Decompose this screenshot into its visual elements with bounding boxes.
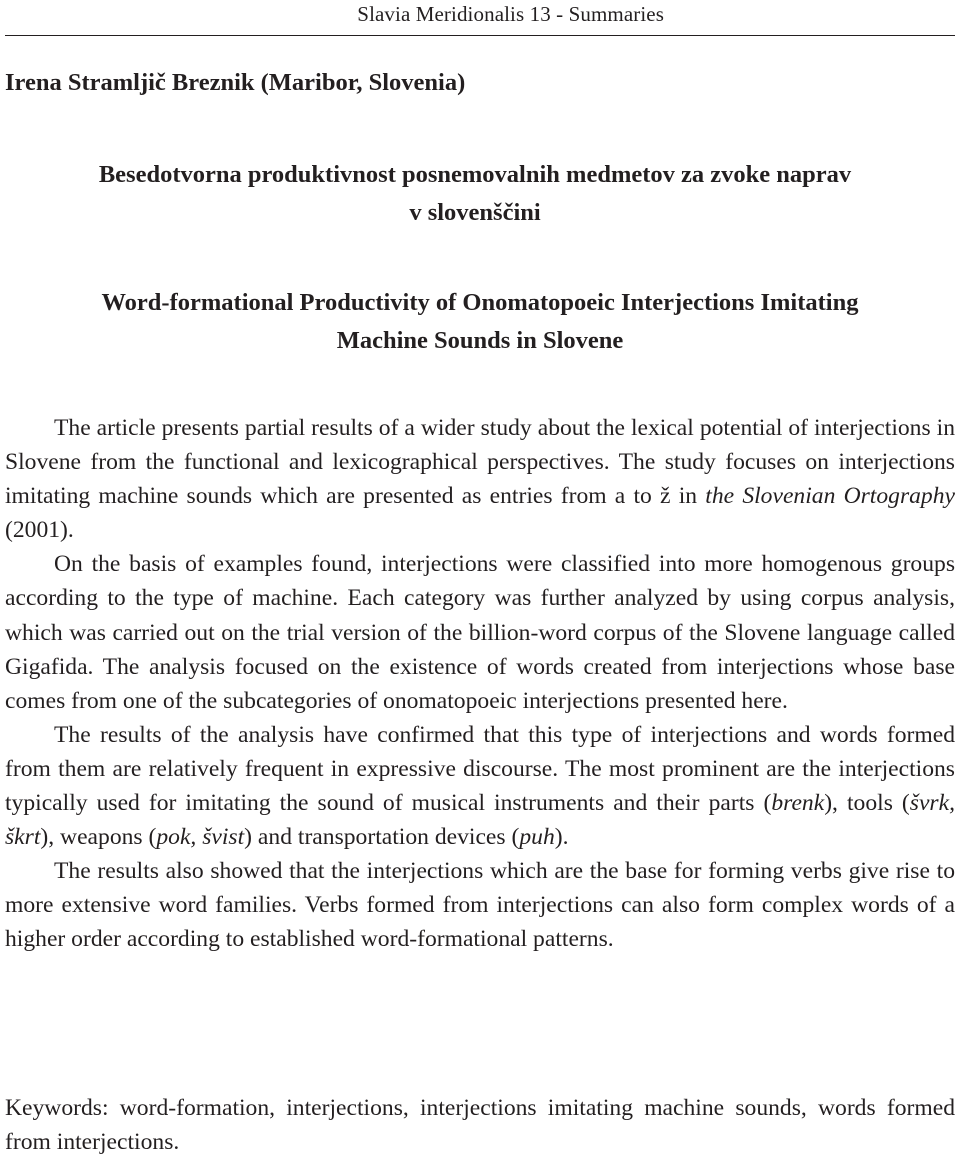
title-english-line-2: Machine Sounds in Slovene <box>336 327 624 354</box>
keywords <box>5 1091 955 1159</box>
title-slovene-line-1: Besedotvorna produktivnost posnemovalnih medmetov za zvoke naprav <box>98 161 852 188</box>
abstract-paragraph-3 <box>5 718 955 854</box>
header-rule <box>5 35 955 36</box>
abstract-p3-b: ), tools ( <box>824 790 910 817</box>
keywords-paragraph <box>5 1091 955 1159</box>
example-puh: puh <box>519 824 555 851</box>
abstract-p1-text: The article presents partial results of a wider study about the lexical potential of interjections in Slovene from the functional and lexicographical perspectives. The study focuses on interjections imitating machine sounds which are presented as entries from a to ž in <box>5 415 955 510</box>
title-english <box>5 284 955 360</box>
author-line: Irena Stramljič Breznik (Maribor, Slovenia) <box>5 69 466 96</box>
abstract-p1-end: (2001). <box>5 517 74 544</box>
abstract-p3-e: ). <box>554 824 569 851</box>
abstract-p1-italic: the Slovenian Ortography <box>705 483 955 510</box>
abstract-paragraph-2: On the basis of examples found, interjections were classified into more homogenous groups according to the type of machine. Each category was further analyzed by using corpus analysis, which was carried out on the trial version of the billion-word corpus of the Slovene language called Gigafida. The analysis focused on the existence of words created from interjections whose base comes from one of the subcategories of onomatopoeic interjections presented here. <box>5 551 955 714</box>
title-english-line-1: Word-formational Productivity of Onomatopoeic Interjections Imitating <box>101 289 859 316</box>
example-pok-svist: pok, švist <box>156 824 245 851</box>
abstract-p3-d: ) and transportation devices ( <box>244 824 520 851</box>
title-slovene <box>5 156 945 232</box>
keywords-label: Keywords: <box>5 1095 109 1121</box>
title-slovene-line-2: v slovenščini <box>409 199 541 226</box>
example-svrk-skrt: švrk, škrt <box>5 790 955 851</box>
running-head: Slavia Meridionalis 13 - Summaries <box>357 2 664 26</box>
abstract <box>5 411 955 957</box>
keywords-text: word-formation, interjections, interjections imitating machine sounds, words formed from interjections. <box>5 1095 956 1156</box>
abstract-p3-c: ), weapons ( <box>40 824 157 851</box>
abstract-p3-a: The results of the analysis have confirmed that this type of interjections and words formed from them are relatively frequent in expressive discourse. The most prominent are the interjections typically used for imitating the sound of musical instruments and their parts ( <box>5 721 955 817</box>
example-brenk: brenk <box>771 790 825 817</box>
abstract-paragraph-1 <box>5 411 955 547</box>
abstract-paragraph-4: The results also showed that the interjections which are the base for forming verbs give rise to more extensive word families. Verbs formed from interjections can also form complex words of a higher order according to established word-formational patterns. <box>5 858 955 953</box>
